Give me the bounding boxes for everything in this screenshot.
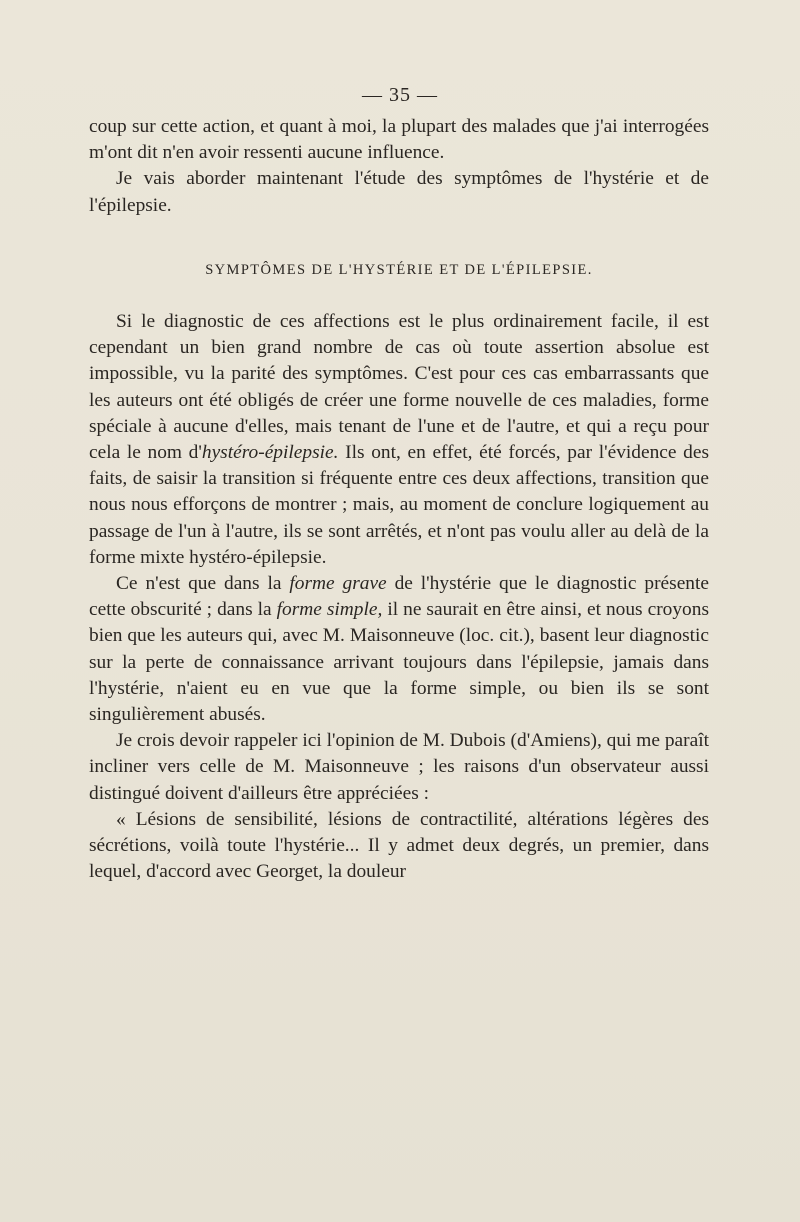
- text-run: Ce n'est que dans la: [116, 573, 290, 595]
- italic-term: forme simple,: [276, 599, 383, 621]
- text-run: de l'hystérie que le diagnostic présente cette obscurité ; dans la: [89, 573, 709, 621]
- text-run: Ils ont, en effet, été forcés, par l'évidence des faits, de saisir la transition si fréquente entre ces deux affections, transition que nous nous efforçons de montrer ; mais, au moment de conclure logiquement au passage de l'un à l'autre, ils se sont arrêtés, et n'ont pas voulu aller au delà de la forme mixte hystéro-épilepsie.: [89, 442, 710, 568]
- paragraph: [89, 571, 709, 728]
- text-run: il ne saurait en être ainsi, et nous croyons bien que les auteurs qui, avec M. Maisonneuve (loc. cit.), basent leur diagnostic sur la perte de connaissance arrivant toujours dans l'épilepsie, jamais dans l'hystérie, n'aient eu en vue que la forme simple, ou bien ils se sont singulièrement abusés.: [89, 599, 709, 726]
- paragraph: Je crois devoir rappeler ici l'opinion de M. Dubois (d'Amiens), qui me paraît incliner vers celle de M. Maisonneuve ; les raisons d'un observateur aussi distingué doivent d'ailleurs être appréciées :: [89, 730, 709, 804]
- paragraph: Je vais aborder maintenant l'étude des symptômes de l'hystérie et de l'épilepsie.: [89, 168, 709, 216]
- continued-paragraph: coup sur cette action, et quant à moi, la plupart des malades que j'ai interrogées m'ont dit n'en avoir ressenti aucune influence.: [89, 116, 709, 164]
- italic-term: hystéro-épilepsie.: [201, 442, 339, 464]
- section-heading: SYMPTÔMES DE L'HYSTÉRIE ET DE L'ÉPILEPSIE.: [205, 262, 593, 278]
- italic-term: forme grave: [289, 573, 387, 595]
- paragraph: [89, 309, 709, 571]
- intro-text-block: [89, 114, 709, 219]
- section-body: [89, 309, 709, 885]
- quotation-paragraph: « Lésions de sensibilité, lésions de contractilité, altérations légères des sécrétions, voilà toute l'hystérie... Il y admet deux degrés, un premier, dans lequel, d'accord avec Georget, la douleur: [89, 808, 709, 883]
- page-number: — 35 —: [362, 84, 438, 106]
- text-run: Si le diagnostic de ces affections est le plus ordinairement facile, il est cependant un bien grand nombre de cas où toute assertion absolue est impossible, vu la parité des symptômes. C'est pour ces cas embarrassants que les auteurs ont été obligés de créer une forme nouvelle de ces maladies, forme spéciale à aucune d'elles, mais tenant de l'une et de l'autre, et qui a reçu pour cela le nom d': [89, 311, 709, 464]
